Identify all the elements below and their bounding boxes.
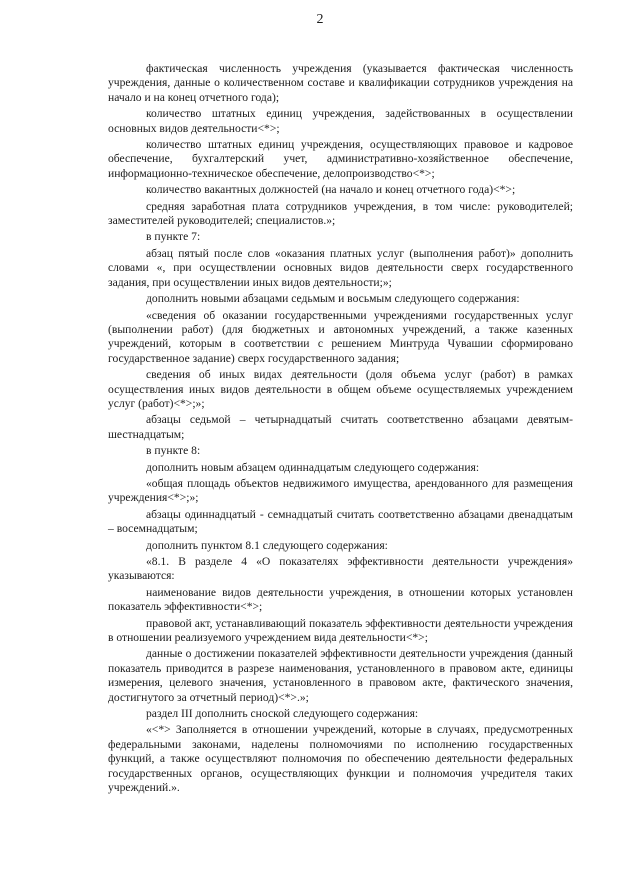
paragraph-9: «сведения об оказании государственными учреждениями государственных услуг (выполнении работ) (для бюджетных и автономных учреждений, а также казенных учреждений, которым в соответствии с решением Минтруда Чувашии сформировано государственное задание) сверх государственного задания; [108,308,573,365]
paragraph-20: данные о достижении показателей эффективности деятельности учреждения (данный показатель приводится в разрезе наименования, установленного в правовом акте, единицы измерения, целевого значения, установленного в правовом акте, фактического значения, достигнутого за отчетный период)<*>.»; [108,647,573,704]
paragraph-11: абзацы седьмой – четырнадцатый считать соответственно абзацами девятым-шестнадцатым; [108,413,573,441]
paragraph-2: количество штатных единиц учреждения, задействованных в осуществлении основных видов деятельности<*>; [108,107,573,135]
paragraph-1: фактическая численность учреждения (указывается фактическая численность учреждения, данные о количественном составе и квалификации сотрудников учреждения на начало и на конец отчетного года); [108,62,573,104]
paragraph-5: средняя заработная плата сотрудников учреждения, в том числе: руководителей; заместителей руководителей; специалистов.»; [108,199,573,228]
paragraph-19: правовой акт, устанавливающий показатель эффективности деятельности учреждения в отношении реализуемого учреждением вида деятельности<*>; [108,616,573,645]
paragraph-17: «8.1. В разделе 4 «О показателях эффективности деятельности учреждения» указываются: [108,555,573,583]
paragraph-16: дополнить пунктом 8.1 следующего содержания: [146,538,388,552]
paragraph-21: раздел III дополнить сноской следующего содержания: [146,707,419,721]
paragraph-8: дополнить новыми абзацами седьмым и восьмым следующего содержания: [146,292,520,306]
paragraph-13: дополнить новым абзацем одиннадцатым следующего содержания: [146,460,480,474]
paragraph-10: сведения об иных видах деятельности (доля объема услуг (работ) в рамках осуществления иных видов деятельности в общем объеме осуществляемых учреждением услуг (работ)<*>;»; [108,368,573,410]
paragraph-3: количество штатных единиц учреждения, осуществляющих правовое и кадровое обеспечение, бухгалтерский учет, административно-хозяйственное обеспечение, информационно-техническое обеспечение, делопроизводство<*>; [108,138,573,180]
paragraph-6: в пункте 7: [146,230,201,244]
paragraph-14: «общая площадь объектов недвижимого имущества, арендованного для размещения учреждения<*>;»; [108,476,573,505]
page-number: 2 [316,12,324,27]
paragraph-22: «<*> Заполняется в отношении учреждений, которые в случаях, предусмотренных федеральными законами, наделены полномочиями по исполнению государственных функций, а также осуществляют полномочия по обеспечению деятельности федеральных государственных органов, осуществляющих функции и полномочия учредителя таких учреждений.». [108,723,573,795]
paragraph-4: количество вакантных должностей (на начало и конец отчетного года)<*>; [146,183,516,197]
paragraph-12: в пункте 8: [146,444,201,458]
paragraph-18: наименование видов деятельности учреждения, в отношении которых установлен показатель эффективности<*>; [108,585,573,614]
paragraph-15: абзацы одиннадцатый - семнадцатый считать соответственно абзацами двенадцатым – восемнадцатым; [108,507,573,536]
paragraph-7: абзац пятый после слов «оказания платных услуг (выполнения работ)» дополнить словами «, при осуществлении основных видов деятельности сверх государственного задания, при осуществлении иных видов деятельности;»; [108,246,573,289]
document-body [108,62,573,798]
